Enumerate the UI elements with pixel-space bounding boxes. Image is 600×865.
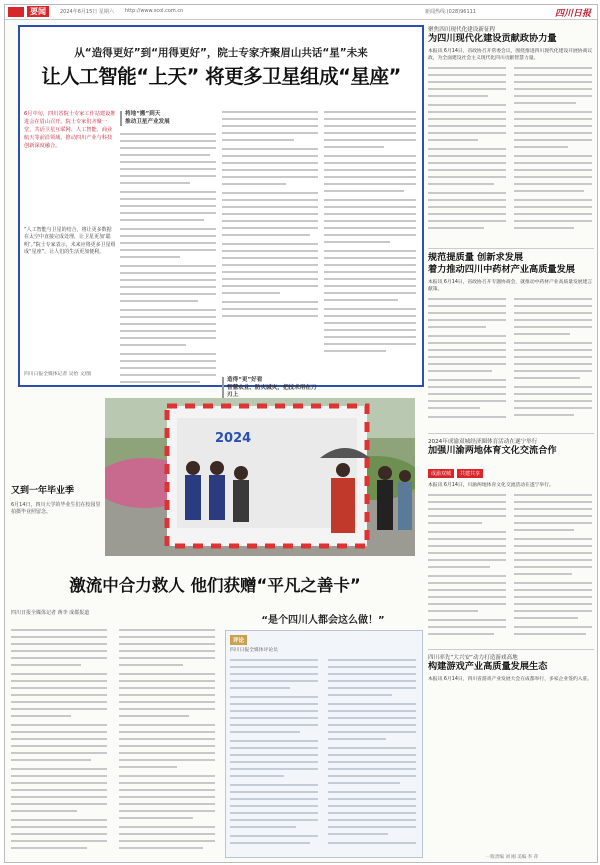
section-label: 要闻 (27, 6, 49, 17)
lead-column-1 (120, 109, 218, 395)
graduation-photo[interactable] (105, 398, 415, 556)
newspaper-logo-icon (8, 7, 24, 17)
right-story4-lead: 本报讯 6月14日，四川省游戏产业发展大会在成都举行，多家企业签约入驻。 (428, 677, 593, 682)
subhead-line: 造得“更”好看 (227, 377, 263, 383)
commentary-box[interactable] (225, 630, 423, 858)
subhead-line: 将地“搬”到天 (125, 111, 161, 117)
lead-subhead-2 (222, 377, 320, 400)
right-story2[interactable] (428, 248, 594, 430)
right-story3-lead: 本报讯 6月14日，川渝两地体育文化交流活动在遂宁举行。 (428, 483, 554, 488)
commentary-tag: 评论 (230, 635, 247, 645)
right-story2-body-lines (428, 296, 594, 426)
photo-caption-title: 又到一年毕业季 (11, 486, 75, 496)
graduation-photo-image (105, 398, 415, 556)
right-story3-tags (428, 460, 594, 479)
right-story1-body-lines (428, 65, 594, 241)
right-story4[interactable] (428, 649, 594, 683)
lead-headline[interactable]: 让人工智能“上天” 将更多卫星组成“星座” (41, 65, 401, 88)
lead-story[interactable] (18, 25, 424, 398)
lead-byline: 四川日报全媒体记者 吴怡 文/图 (24, 372, 92, 377)
subhead-line: 推动卫星产业发展 (125, 118, 170, 125)
right-story2-lead: 本报讯 6月14日，省政协召开专题协商会，就推动中药材产业高质量发展建言献策。 (428, 280, 593, 292)
masthead (5, 5, 597, 20)
right-story2-headline-2[interactable]: 着力推动四川中药材产业高质量发展 (428, 264, 575, 275)
lead-column-3 (324, 109, 422, 383)
lead-quote: “人工智能与卫星的结合，将让更多数据在太空中直接完成处理，让卫星更加‘聪明’。”院士专家表示，未来应将更多卫星组成“星座”，让人们的生活更加便利。 (24, 227, 116, 256)
story2-subtitle: “是个四川人都会这么做！” (261, 615, 385, 626)
right-story3-headline[interactable]: 加强川渝两地体育文化交流合作 (428, 445, 557, 456)
right-story1-lead: 本报讯 6月14日，省政协召开常委会议，围绕推进四川现代化建设开展协商议政，为全面建设社会主义现代化四川贡献智慧力量。 (428, 49, 593, 61)
body-text-lines (222, 109, 320, 371)
subhead-line: 智慧农业、防灾减灾，把技术用在刀刃上 (227, 384, 317, 398)
right-story4-headline[interactable]: 构建游戏产业高质量发展生态 (428, 661, 548, 672)
newspaper-page (4, 4, 598, 863)
commentary-body-lines (230, 657, 418, 853)
right-story2-headline-1[interactable]: 规范提质量 创新求发展 (428, 252, 524, 263)
lead-summary: 6月中旬，四川省院士专家工作站建设推进会在眉山召开。院士专家们齐聚一堂，共话卫星互联网、人工智能、商业航天等前沿领域，推动四川产业与科技创新深度融合。 (24, 111, 116, 149)
body-text-lines (120, 131, 218, 391)
story2-headline[interactable]: 激流中合力救人 他们获赠“平凡之善卡” (69, 576, 361, 595)
photo-caption (11, 483, 101, 516)
board-year-text: 2024 (215, 431, 252, 446)
story2-byline: 四川日报全媒体记者 蒋李 成都报道 (11, 610, 90, 616)
right-story3[interactable] (428, 433, 594, 646)
brand-name: 四川日报 (554, 9, 591, 19)
site-url[interactable]: http://www.scol.com.cn (125, 8, 184, 14)
story2-body-text-lines (11, 627, 217, 857)
commentary-byline: 四川日报全媒体评论员 (230, 648, 278, 653)
photo-caption-text: 6月14日，四川大学的毕业生们在校园里拍摄毕业照留念。 (11, 502, 101, 515)
story-tag[interactable]: 共建共享 (457, 469, 483, 478)
body-text-lines (324, 109, 418, 379)
page-footer: 一版责编 刘 刚 美编 李 萍 (485, 855, 539, 860)
right-story3-kicker: 2024年成渝双城经济圈体育活动在遂宁举行 (428, 439, 538, 445)
right-story1-headline[interactable]: 为四川现代化建设贡献政协力量 (428, 33, 557, 44)
right-story1-kicker: 聚焦四川现代化建设新征程 (428, 27, 496, 33)
news-hotline: 新闻热线:(028)96111 (425, 9, 477, 15)
right-column (428, 25, 594, 683)
issue-date: 2024年6月15日 星期六 (60, 9, 114, 15)
right-story3-body-lines (428, 492, 594, 642)
lead-kicker: 从“造得更好”到“用得更好”，院士专家齐聚眉山共话“星”未来 (74, 47, 368, 59)
right-story4-kicker: 四川率先“大兴安”动力打造游戏高地 (428, 655, 518, 661)
story-tag[interactable]: 成渝双城 (428, 469, 454, 478)
lead-subhead-1 (120, 111, 218, 126)
